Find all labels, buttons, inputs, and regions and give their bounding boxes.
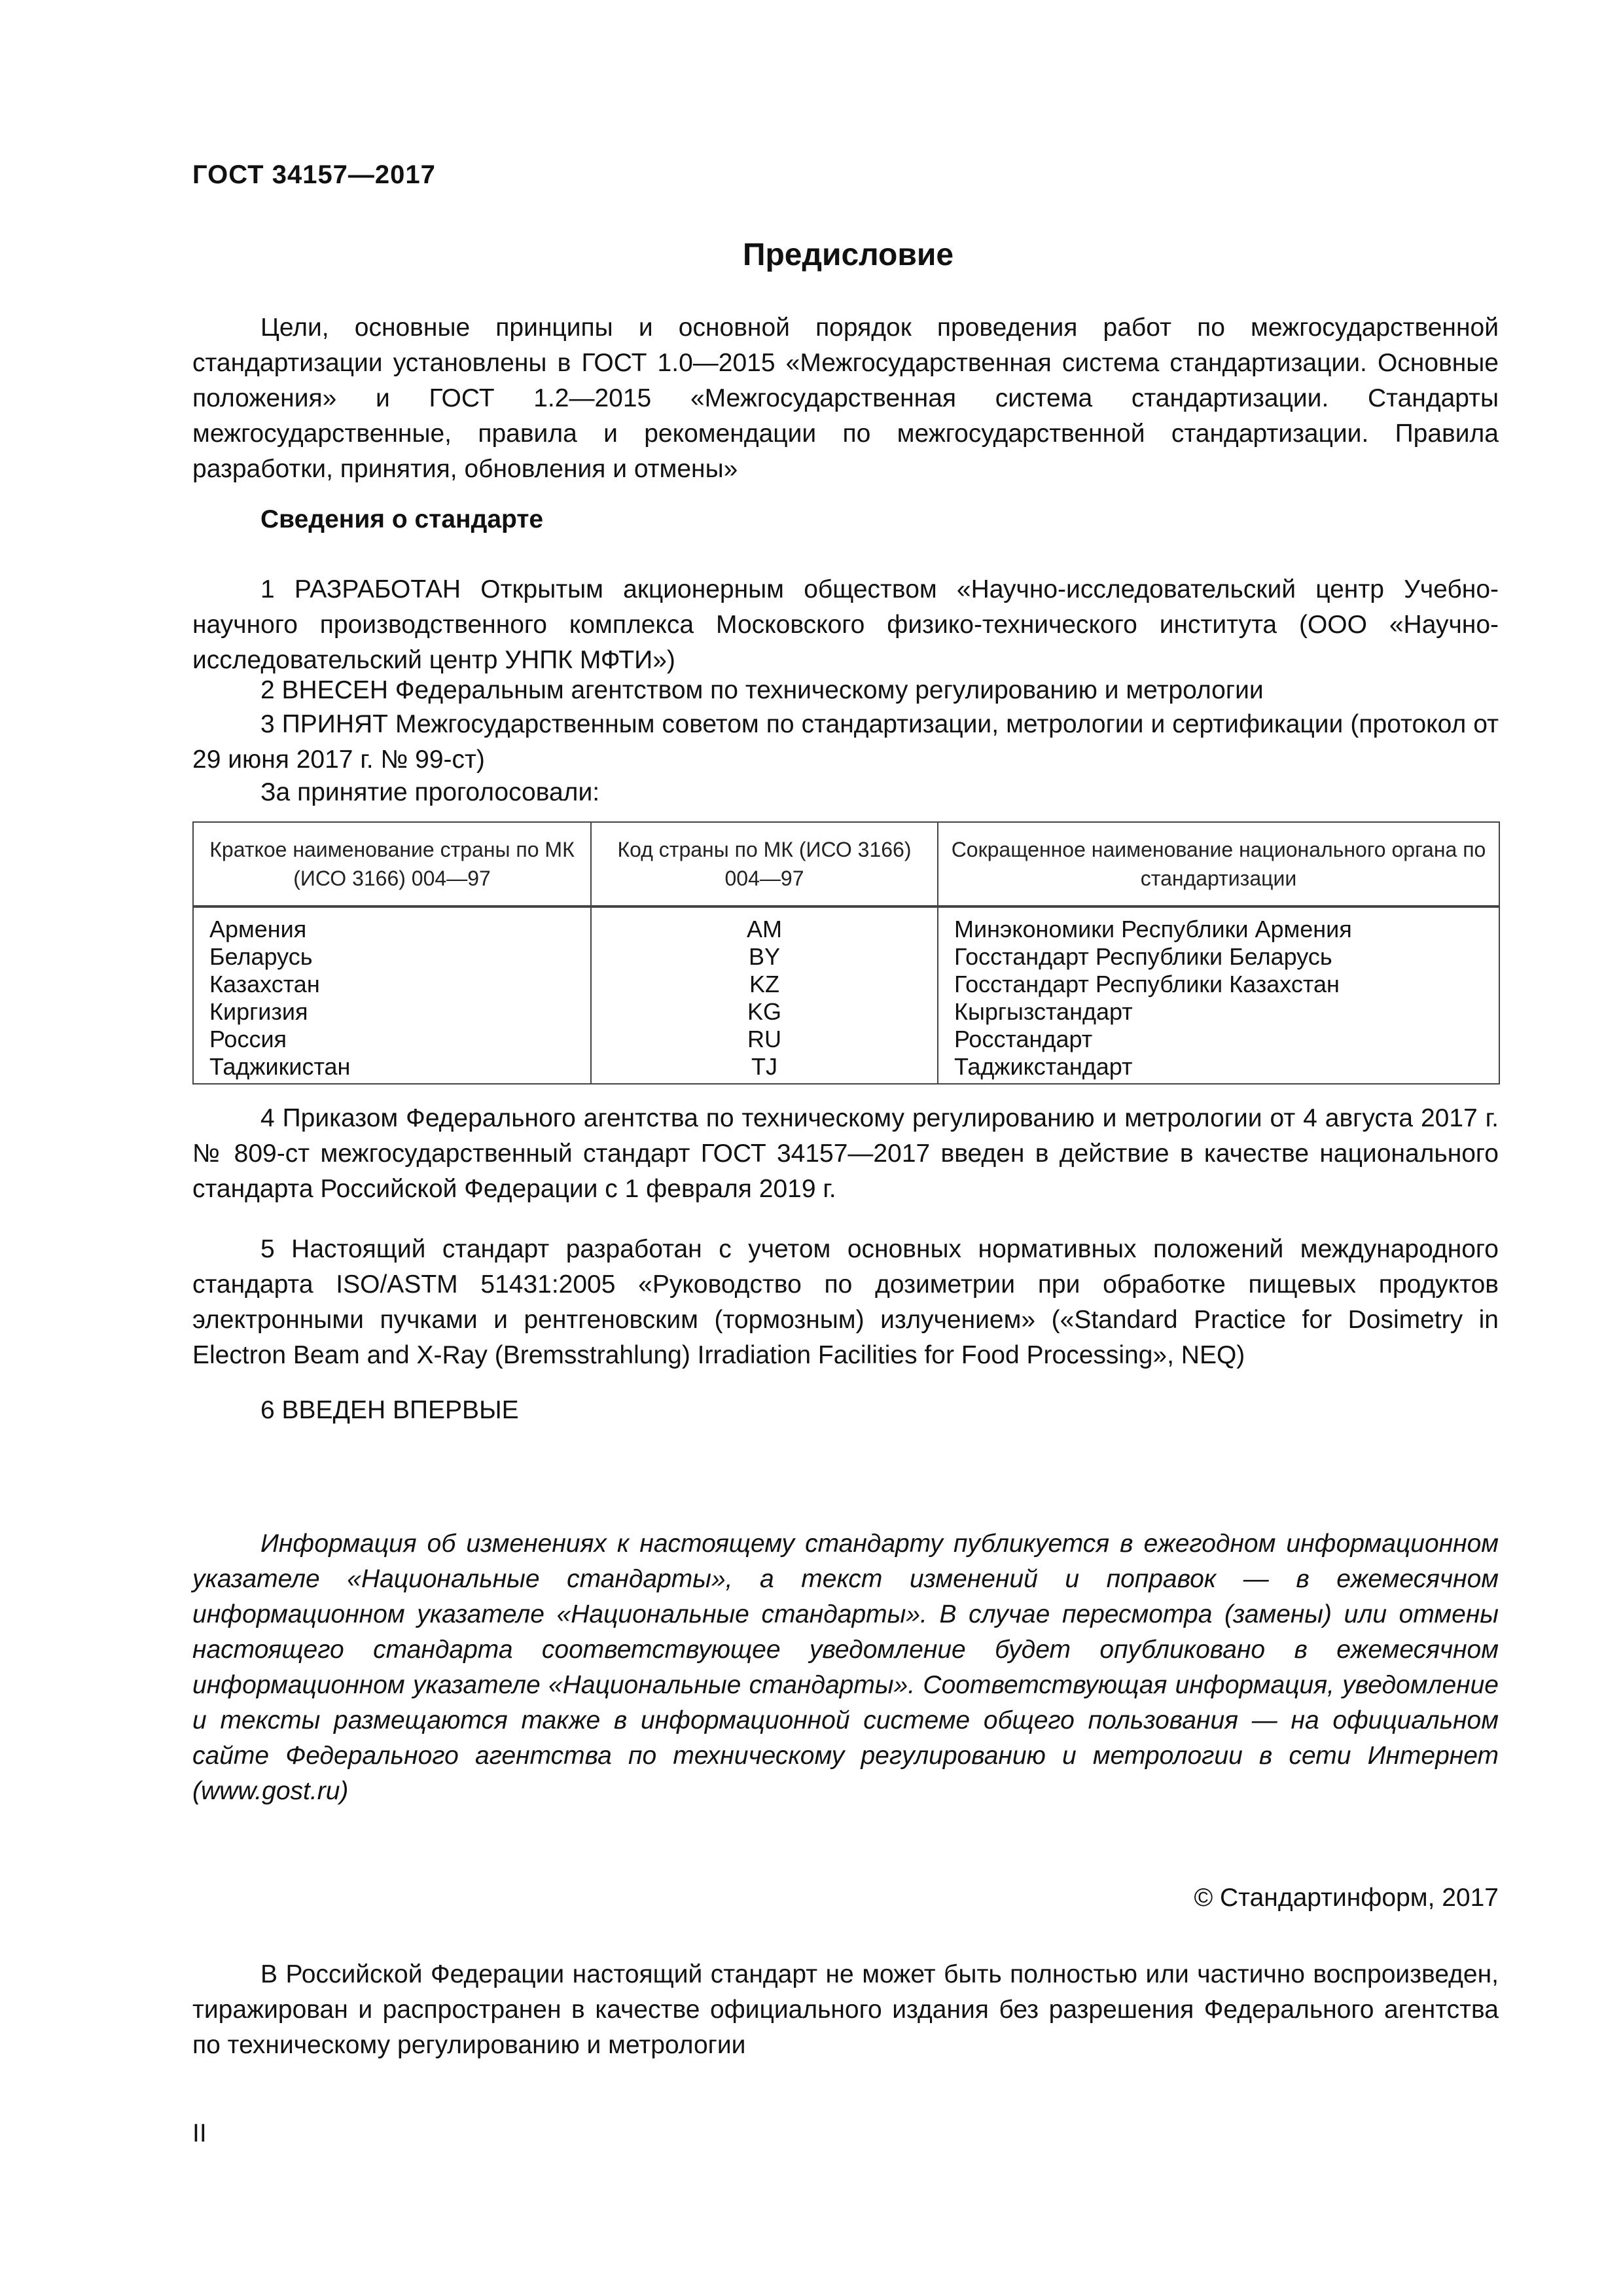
body-cell: Таджикстандарт	[954, 1053, 1133, 1080]
column-header-country: Краткое наименование страны по МК (ИСО 3166) 004—97	[193, 822, 591, 906]
intro-paragraph: Цели, основные принципы и основной порядок проведения работ по межгосударственной стандартизации установлены в ГОСТ 1.0—2015 «Межгосударственная система стандартизации. Основные положения» и ГОСТ 1.2—2015 «Межгосударственная система стандартизации. Стандарты межгосударственные, правила и рекомендации по межгосударственной стандартизации. Правила разработки, принятия, обновления и отмены»	[192, 314, 1499, 483]
country-cell: Россия	[209, 1026, 287, 1052]
code-cell: BY	[748, 943, 781, 970]
item-4-paragraph: 4 Приказом Федерального агентства по техническому регулированию и метрологии от 4 августа 2017 г. № 809-ст межгосударственный стандарт ГОСТ 34157—2017 введен в действие в качестве национального стандарта Российской Федерации с 1 февраля 2019 г.	[192, 1104, 1499, 1203]
item-3-paragraph: 3 ПРИНЯТ Межгосударственным советом по стандартизации, метрологии и сертификации (протокол от 29 июня 2017 г. № 99-ст)	[192, 710, 1499, 774]
code-cell: RU	[747, 1026, 781, 1052]
body-cell: Госстандарт Республики Казахстан	[954, 971, 1340, 997]
code-cell: AM	[747, 916, 782, 942]
code-cell: KZ	[749, 971, 779, 997]
voting-table	[192, 821, 1500, 1085]
body-column	[938, 906, 1499, 1084]
voted-label: За принятие проголосовали:	[260, 778, 600, 806]
code-cell: TJ	[751, 1053, 777, 1080]
country-cell: Армения	[209, 916, 307, 942]
body-cell: Росстандарт	[954, 1026, 1093, 1052]
country-cell: Таджикистан	[209, 1053, 351, 1080]
column-header-code: Код страны по МК (ИСО 3166) 004—97	[591, 822, 938, 906]
country-cell: Киргизия	[209, 998, 308, 1025]
code-column	[591, 906, 938, 1084]
page-title: Предисловие	[742, 238, 954, 272]
table-row	[193, 906, 1499, 1084]
item-5-paragraph: 5 Настоящий стандарт разработан с учетом основных нормативных положений международного стандарта ISO/ASTM 51431:2005 «Руководство по дозиметрии при обработке пищевых продуктов электронными пучками и рентгеновским (тормозным) излучением» («Standard Practice for Dosimetry in Electron Beam and X-Ray (Bremsstrahlung) Irradiation Facilities for Food Processing», NEQ)	[192, 1235, 1499, 1369]
code-cell: KG	[747, 998, 781, 1025]
item-6-paragraph: 6 ВВЕДЕН ВПЕРВЫЕ	[260, 1396, 519, 1424]
rights-paragraph: В Российской Федерации настоящий стандарт не может быть полностью или частично воспроизведен, тиражирован и распространен в качестве официального издания без разрешения Федерального агентства по техническому регулированию и метрологии	[192, 1960, 1499, 2059]
notice-paragraph: Информация об изменениях к настоящему стандарту публикуется в ежегодном информационном указателе «Национальные стандарты», а текст изменений и поправок — в ежемесячном информационном указателе «Национальные стандарты». В случае пересмотра (замены) или отмены настоящего стандарта соответствующее уведомление будет опубликовано в ежемесячном информационном указателе «Национальные стандарты». Соответствующая информация, уведомление и тексты размещаются также в информационной системе общего пользования — на официальном сайте Федерального агентства по техническому регулированию и метрологии в сети Интернет (www.gost.ru)	[192, 1530, 1499, 1805]
body-cell: Минэкономики Республики Армения	[954, 916, 1352, 942]
item-2-paragraph: 2 ВНЕСЕН Федеральным агентством по техническому регулированию и метрологии	[260, 676, 1264, 704]
page-number: II	[192, 2119, 207, 2147]
copyright-line: © Стандартинформ, 2017	[1194, 1884, 1499, 1912]
standard-info-heading: Сведения о стандарте	[260, 505, 544, 533]
country-cell: Казахстан	[209, 971, 320, 997]
document-header: ГОСТ 34157—2017	[192, 160, 436, 189]
item-1-paragraph: 1 РАЗРАБОТАН Открытым акционерным обществом «Научно-исследовательский центр Учебно-научного производственного комплекса Московского физико-технического института (ООО «Научно-исследовательский центр УНПК МФТИ»)	[192, 575, 1499, 674]
body-cell: Госстандарт Республики Беларусь	[954, 943, 1332, 970]
country-cell: Беларусь	[209, 943, 313, 970]
column-header-body: Сокращенное наименование национального органа по стандартизации	[938, 822, 1499, 906]
country-column	[193, 906, 591, 1084]
body-cell: Кыргызстандарт	[954, 998, 1133, 1025]
table-header-row	[193, 822, 1499, 906]
